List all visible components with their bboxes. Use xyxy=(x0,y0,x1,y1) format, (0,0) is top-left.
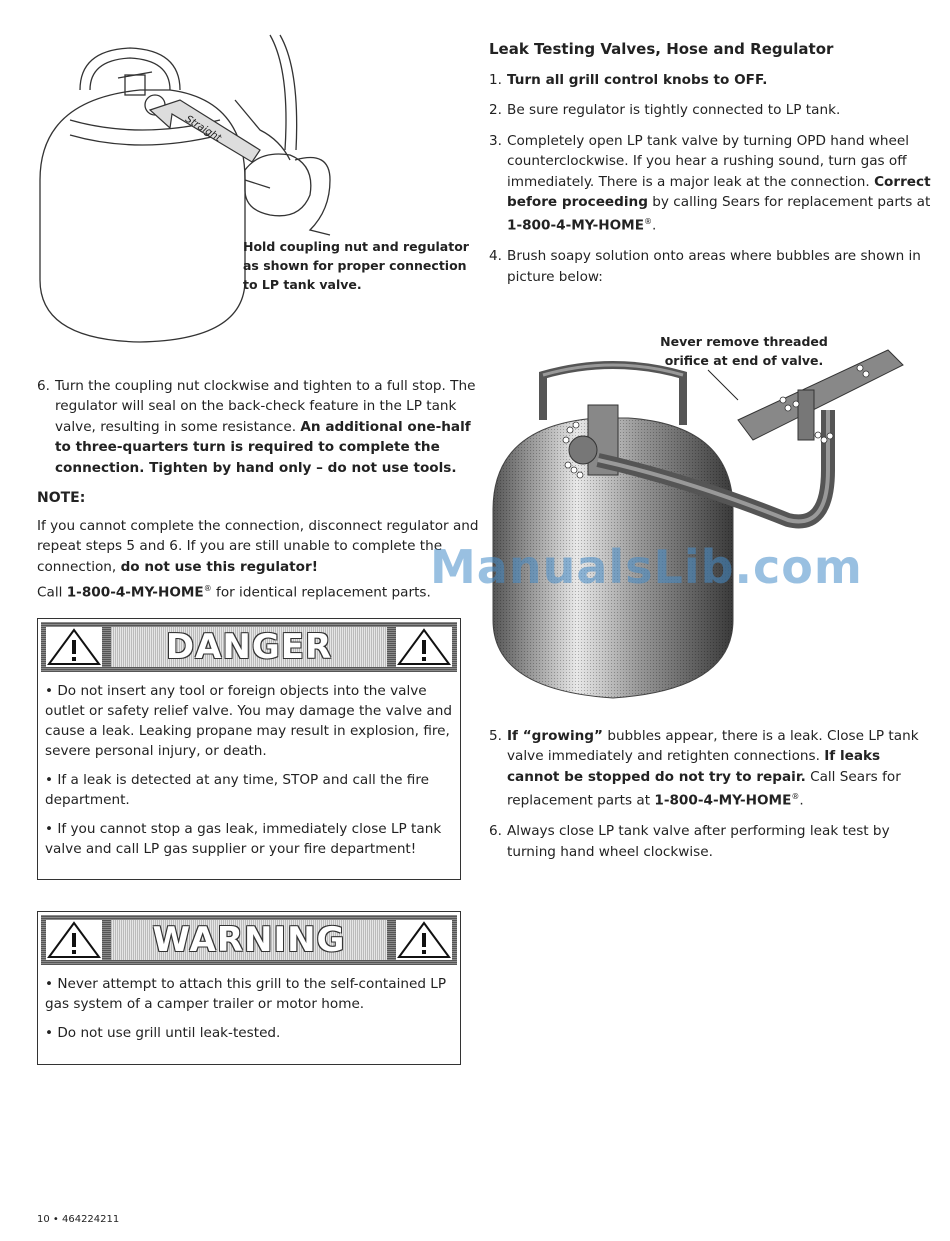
warning-box xyxy=(37,911,461,1065)
danger-box xyxy=(37,618,461,880)
step-1: 1. Turn all grill control knobs to OFF. xyxy=(489,72,768,88)
warning-triangle-icon xyxy=(396,920,452,960)
warning-bullet: • Do not use grill until leak-tested. xyxy=(45,1025,281,1041)
tank-connection-illustration xyxy=(30,30,470,345)
leak-test-tank-illustration xyxy=(488,330,928,710)
warning-triangle-icon xyxy=(46,920,102,960)
leak-testing-section xyxy=(489,40,934,297)
danger-bullet: • Do not insert any tool or foreign objects into the valve outlet or safety relief valve. You may damage the valve and cause a leak. Leaking propane may result in explosion, fire, severe personal injury, or death. xyxy=(45,683,453,759)
step-5: 5. If “growing” bubbles appear, there is a leak. Close LP tank valve immediately and retighten connections. If leaks cannot be stopped do not try to repair. Call Sears for replacement parts at 1-800-4-MY-HOME®. xyxy=(489,728,919,809)
page-footer: 10 • 464224211 xyxy=(37,1214,120,1225)
danger-bullet: • If you cannot stop a gas leak, immediately close LP tank valve and call LP gas supplier or your fire department! xyxy=(45,821,442,857)
warning-title: WARNING xyxy=(152,920,346,960)
danger-title: DANGER xyxy=(165,627,333,667)
note-call: Call 1-800-4-MY-HOME® for identical replacement parts. xyxy=(37,584,431,601)
danger-bullet: • If a leak is detected at any time, STOP and call the fire department. xyxy=(45,772,429,808)
step-6-tighten: 6. Turn the coupling nut clockwise and tighten to a full stop. The regulator will seal on the back-check feature in the LP tank valve, resulting in some resistance. An additional one-half to three-quarters turn is required to complete the connection. Tighten by hand only – do not use tools. xyxy=(37,378,476,476)
danger-body xyxy=(45,681,453,868)
step-6-close-valve: 6. Always close LP tank valve after performing leak test by turning hand wheel clockwise. xyxy=(489,823,890,860)
leak-testing-steps-continued xyxy=(489,726,934,872)
warning-banner xyxy=(41,915,457,965)
note-title: NOTE: xyxy=(37,490,86,507)
danger-banner xyxy=(41,622,457,672)
tank-hose-drawing xyxy=(488,330,928,710)
warning-body xyxy=(45,974,453,1052)
section-heading: Leak Testing Valves, Hose and Regulator xyxy=(489,40,834,58)
step-3: 3. Completely open LP tank valve by turning OPD hand wheel counterclockwise. If you hear a rushing sound, turn gas off immediately. There is a major leak at the connection. Correct before proceeding by calling Sears for replacement parts at 1-800-4-MY-HOME®. xyxy=(489,132,931,234)
watermark: ManualsLib.com xyxy=(430,540,863,594)
warning-bullet: • Never attempt to attach this grill to the self-contained LP gas system of a camper trailer or motor home. xyxy=(45,976,447,1012)
illustration-caption: Hold coupling nut and regulator as shown for proper connection to LP tank valve. xyxy=(243,239,469,292)
step-4: 4. Brush soapy solution onto areas where bubbles are shown in picture below: xyxy=(489,248,921,285)
warning-triangle-icon xyxy=(46,627,102,667)
note-text: If you cannot complete the connection, disconnect regulator and repeat steps 5 and 6. If you are still unable to complete the connection, do not use this regulator! xyxy=(37,518,479,575)
tank-caption: Never remove threaded orifice at end of valve. xyxy=(660,334,828,368)
arrow-label: Straight xyxy=(183,113,223,145)
warning-triangle-icon xyxy=(396,627,452,667)
connection-steps-section xyxy=(37,376,487,603)
tank-drawing xyxy=(30,30,470,345)
step-2: 2. Be sure regulator is tightly connected to LP tank. xyxy=(489,102,841,119)
